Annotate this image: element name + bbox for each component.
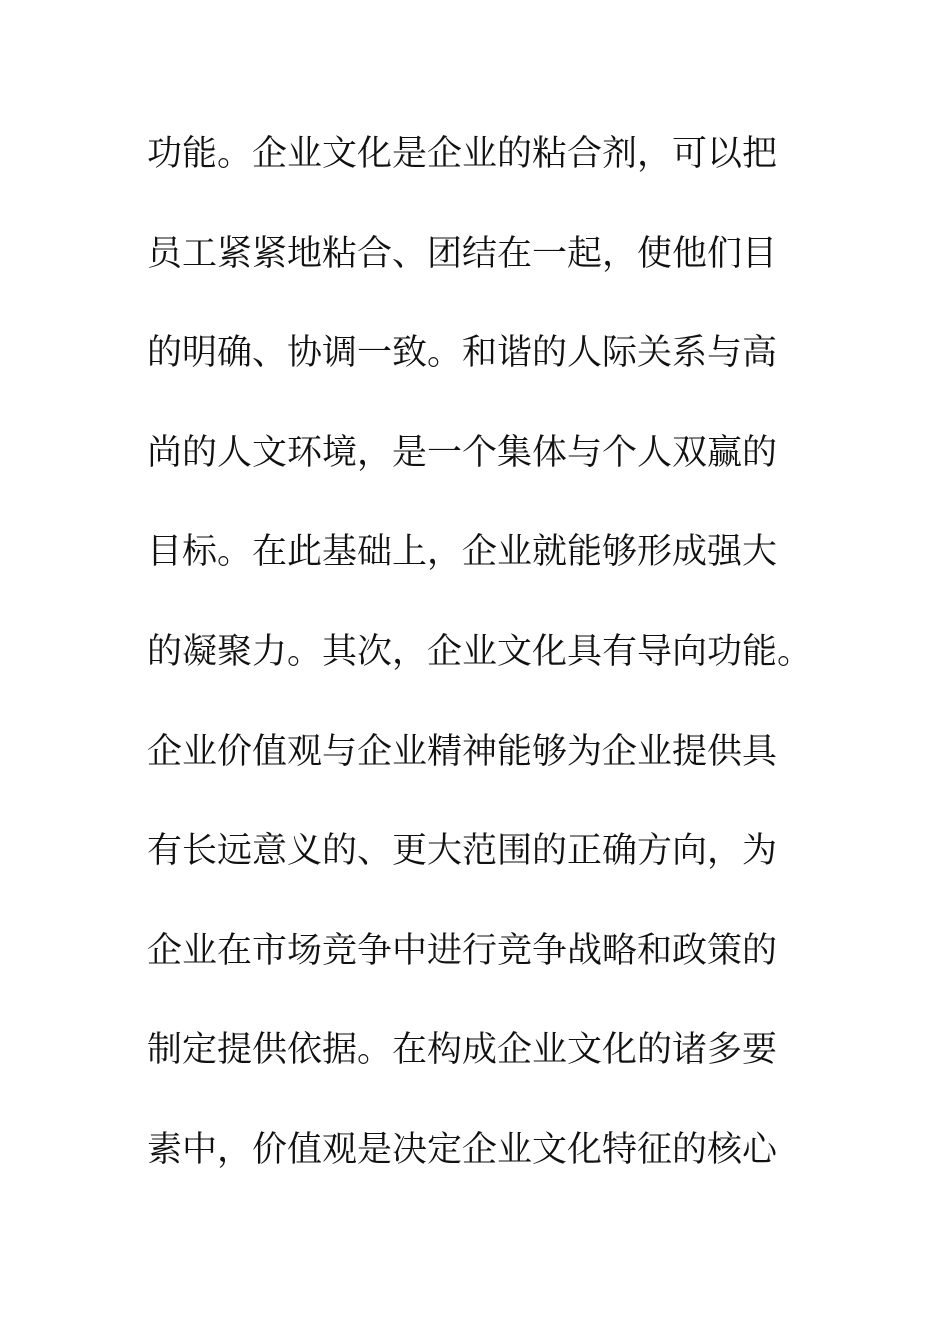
text-line: 制定提供依据。在构成企业文化的诸多要 [147,1030,778,1071]
text-line: 功能。企业文化是企业的粘合剂，可以把 [147,134,778,174]
text-line: 员工紧紧地粘合、团结在一起，使他们目 [147,233,778,274]
text-line: 的明确、协调一致。和谐的人际关系与高 [147,333,778,374]
text-line: 企业在市场竞争中进行竞争战略和政策的 [147,930,778,971]
text-line: 有长远意义的、更大范围的正确方向，为 [147,831,778,872]
text-line: 目标。在此基础上，企业就能够形成强大 [147,532,778,573]
text-line: 企业价值观与企业精神能够为企业提供具 [147,731,778,772]
text-line: 素中，价值观是决定企业文化特征的核心 [147,1129,778,1170]
text-line: 尚的人文环境，是一个集体与个人双赢的 [147,432,778,473]
body-paragraph [147,124,937,1220]
text-line: 的凝聚力。其次，企业文化具有导向功能。 [147,631,813,672]
